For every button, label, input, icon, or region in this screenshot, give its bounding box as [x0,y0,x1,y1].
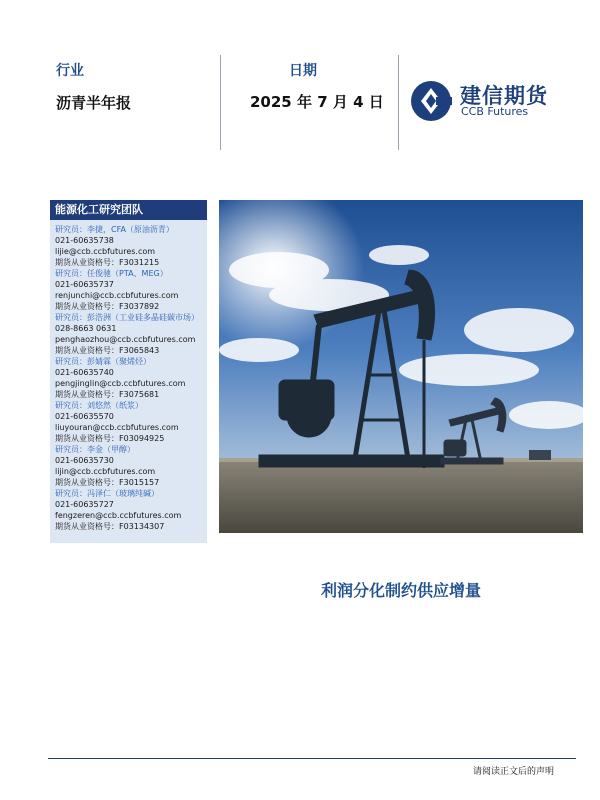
footer-disclaimer: 请阅读正文后的声明 [472,767,554,777]
team-member [55,224,205,268]
member-name: 研究员：刘悠然（纸浆） [55,401,143,410]
header-divider-2 [398,55,399,150]
ccb-futures-logo [410,80,590,124]
header-divider-1 [220,55,221,150]
member-phone: 021-60635727 [55,500,114,509]
team-member [55,400,205,444]
team-list [55,224,205,532]
member-license: 期货从业资格号：F3065843 [55,346,160,355]
ccb-logo-icon [410,80,452,122]
team-title: 能源化工研究团队 [50,200,207,220]
member-email[interactable]: liuyouran@ccb.ccbfutures.com [55,423,179,432]
date-block [250,60,384,112]
member-phone: 021-60635730 [55,456,114,465]
member-email[interactable]: fengzeren@ccb.ccbfutures.com [55,511,182,520]
date-value: 2025 年 7 月 4 日 [250,93,384,111]
industry-block [56,60,131,113]
member-phone: 021-60635737 [55,280,114,289]
member-license: 期货从业资格号：F3031215 [55,258,160,267]
team-member [55,268,205,312]
cover-photo-oil-pumpjack [219,200,583,533]
member-email[interactable]: renjunchi@ccb.ccbfutures.com [55,291,179,300]
date-label: 日期 [289,63,317,79]
member-license: 期货从业资格号：F3075681 [55,390,160,399]
member-license: 期货从业资格号：F03094925 [55,434,165,443]
member-email[interactable]: lijie@ccb.ccbfutures.com [55,247,156,256]
member-phone: 028-8663 0631 [55,324,117,333]
member-phone: 021-60635738 [55,236,114,245]
member-name: 研究员：李捷，CFA（原油沥青） [55,225,174,234]
logo-name-en: CCB Futures [461,105,529,118]
pumpjack-illustration [219,200,583,533]
member-name: 研究员：彭婧霖（聚烯烃） [55,357,151,366]
member-phone: 021-60635740 [55,368,114,377]
member-license: 期货从业资格号：F03134307 [55,522,165,531]
member-email[interactable]: lijin@ccb.ccbfutures.com [55,467,156,476]
member-phone: 021-60635570 [55,412,114,421]
team-member [55,488,205,532]
industry-value: 沥青半年报 [56,94,132,112]
logo-name-cn: 建信期货 [460,84,548,108]
team-member [55,312,205,356]
report-title: 利润分化制约供应增量 [320,581,481,600]
footer-divider [48,758,576,759]
team-member [55,356,205,400]
member-name: 研究员：任俊驰（PTA、MEG） [55,269,168,278]
member-name: 研究员：彭浩洲（工业硅多晶硅碳市场） [55,313,199,322]
member-email[interactable]: penghaozhou@ccb.ccbfutures.com [55,335,196,344]
member-name: 研究员：李金（甲醇） [55,445,135,454]
member-license: 期货从业资格号：F3015157 [55,478,160,487]
member-email[interactable]: pengjinglin@ccb.ccbfutures.com [55,379,186,388]
industry-label: 行业 [56,63,84,79]
member-license: 期货从业资格号：F3037892 [55,302,160,311]
team-member [55,444,205,488]
member-name: 研究员：冯泽仁（玻璃纯碱） [55,489,159,498]
